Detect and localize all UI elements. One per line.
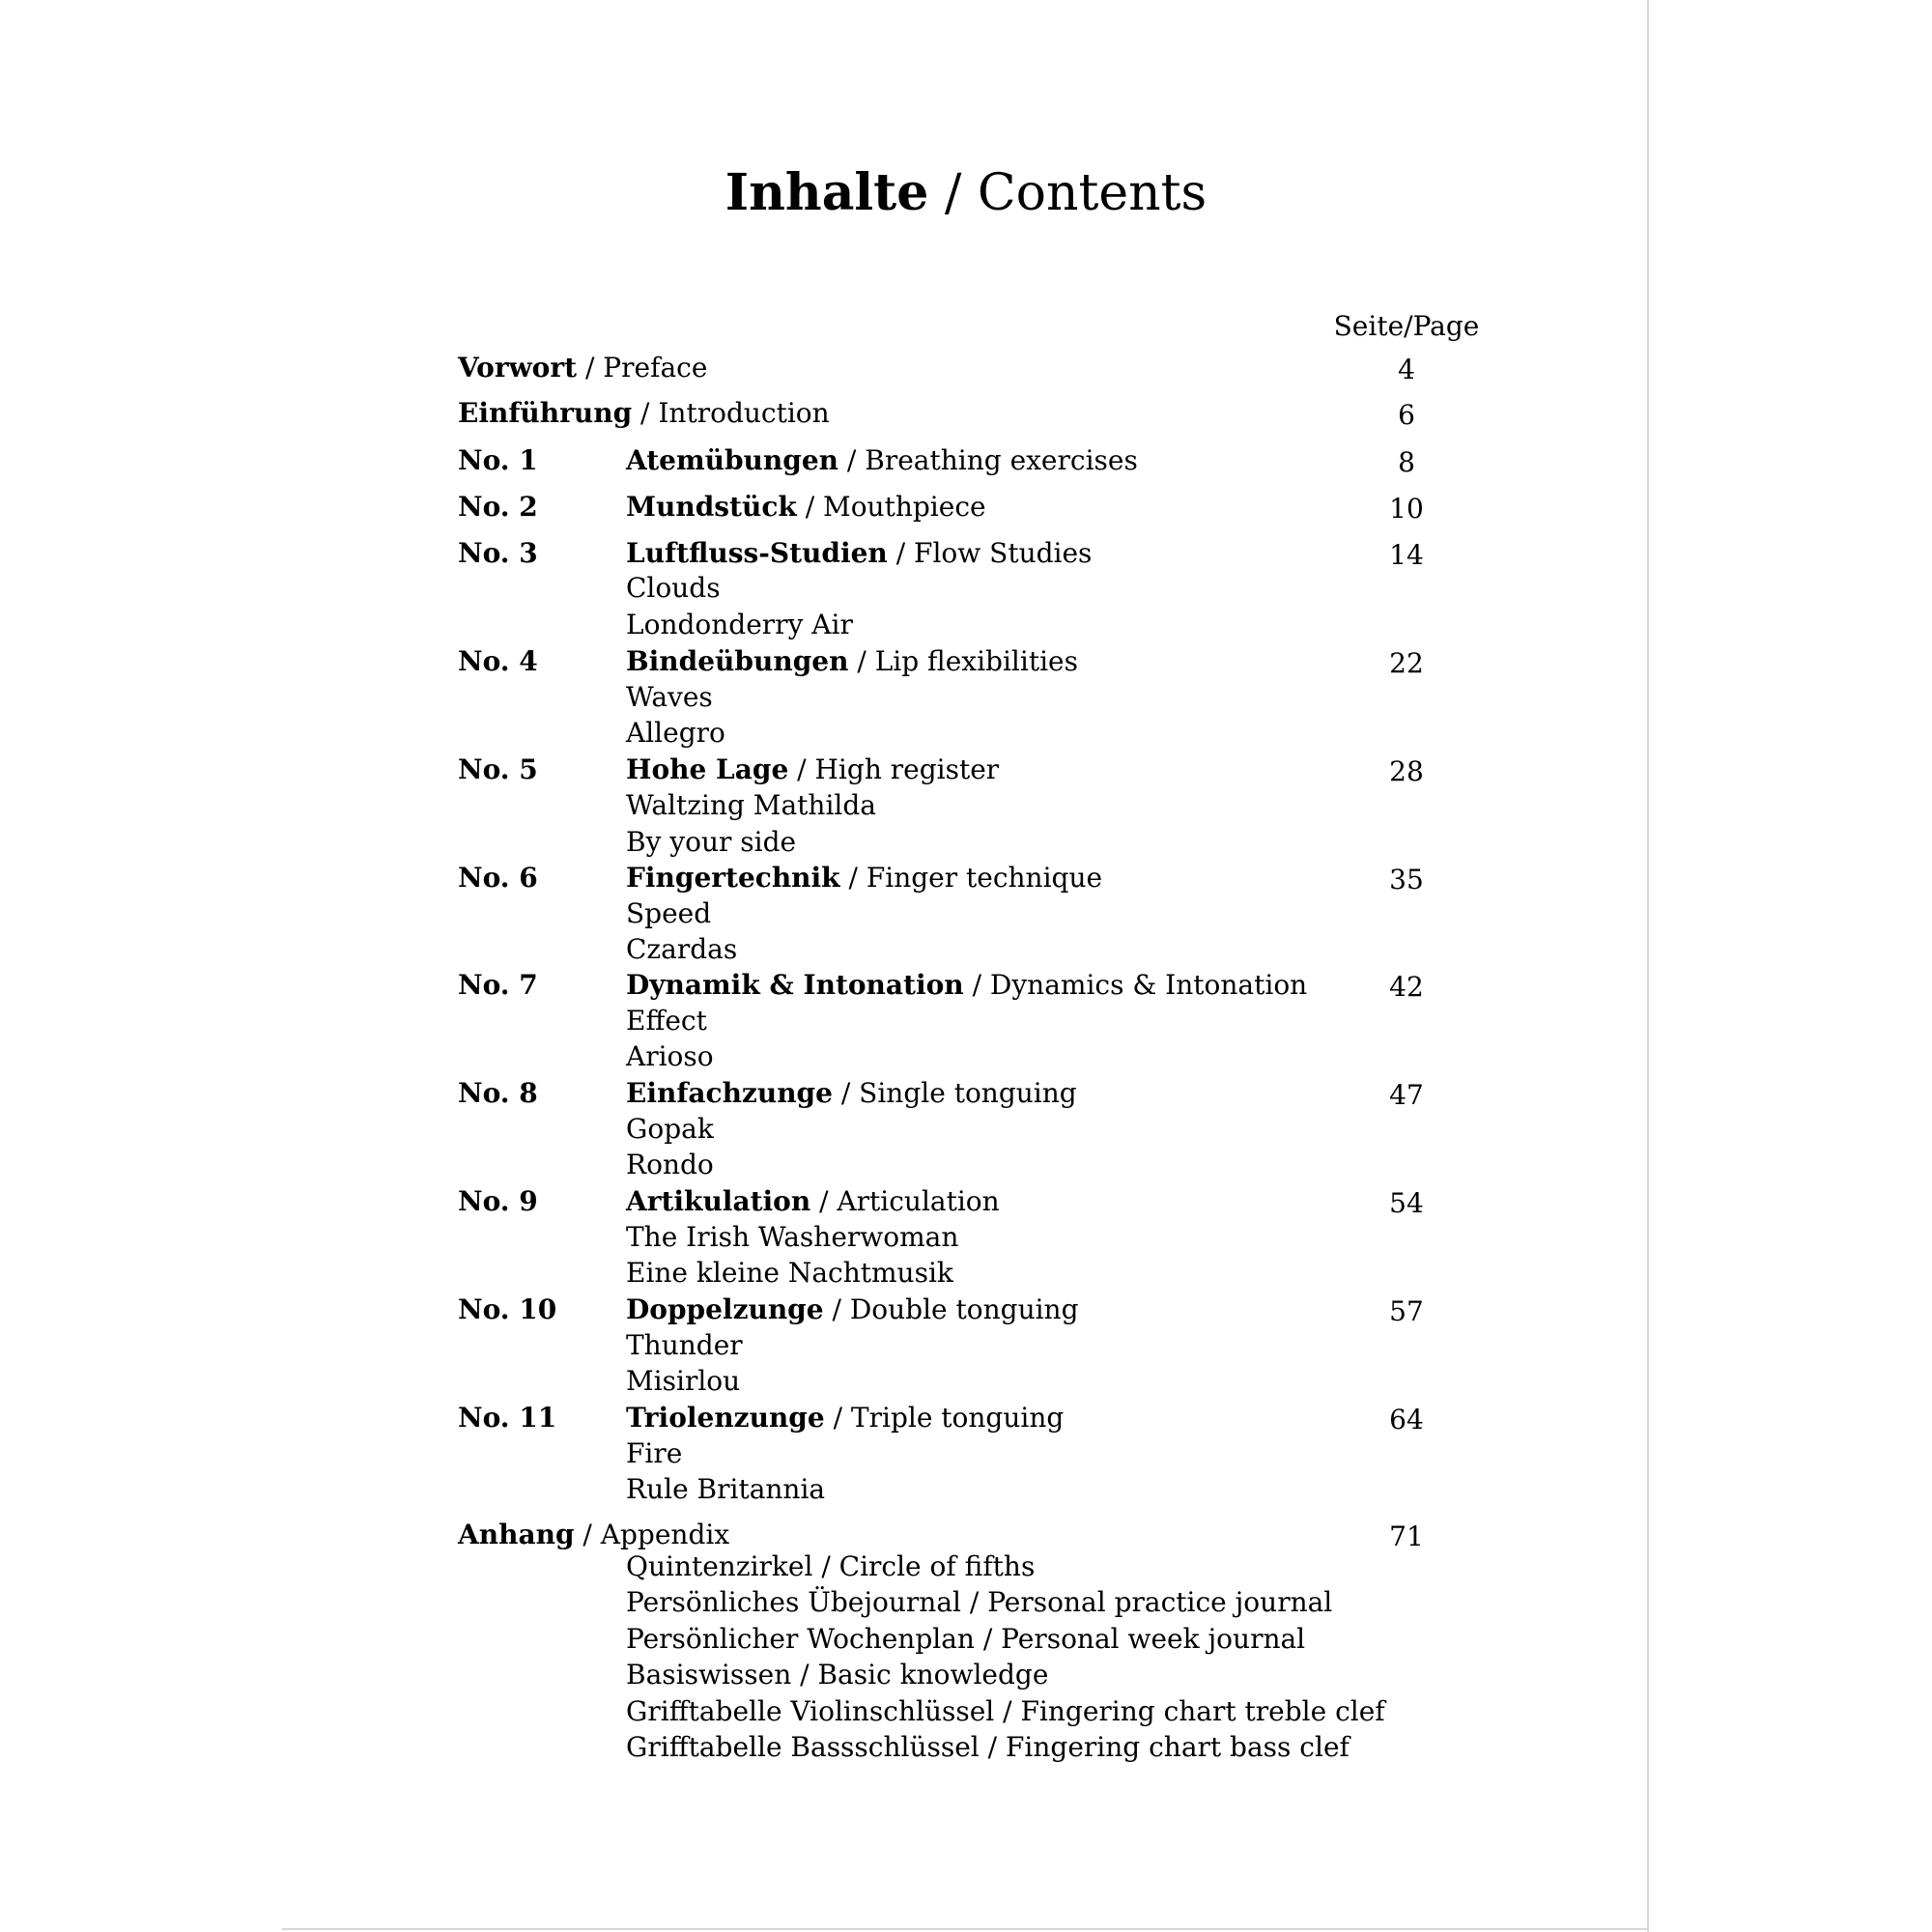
toc-title-german: Hohe Lage [626, 753, 789, 785]
toc-subentry-row [0, 1327, 1932, 1364]
toc-subentry-title: Quintenzirkel / Circle of fifths [626, 1550, 1036, 1582]
toc-chapter-row [0, 1400, 1932, 1436]
toc-chapter-title [626, 860, 1102, 896]
toc-subentry-row [0, 679, 1932, 716]
toc-subentry-title: Grifftabelle Violinschlüssel / Fingering chart treble clef [626, 1695, 1385, 1727]
toc-subentry-row [0, 787, 1932, 824]
toc-chapter-title [626, 1400, 1064, 1436]
toc-title-english: Triple tonguing [850, 1402, 1065, 1434]
toc-title-german: Bindeübungen [626, 645, 849, 677]
toc-page-number: 10 [1389, 493, 1424, 525]
toc-title-separator: / [887, 537, 915, 569]
toc-chapter-title [626, 535, 1092, 572]
toc-subentry-row [0, 1255, 1932, 1292]
toc-chapter-row [0, 489, 1932, 526]
toc-page-number: 22 [1389, 647, 1424, 679]
toc-title-english: High register [814, 753, 1000, 785]
toc-title-german: Luftfluss-Studien [626, 537, 888, 569]
toc-title-german: Einführung [458, 397, 633, 429]
toc-chapter-title [626, 1183, 1000, 1220]
toc-chapter-row [0, 535, 1932, 572]
toc-chapter-number: No. 9 [458, 1185, 538, 1217]
toc-chapter-title [626, 442, 1138, 479]
toc-title-german: Vorwort [458, 352, 578, 384]
toc-title-english: Lip flexibilities [874, 645, 1078, 677]
toc-chapter-row [0, 1183, 1932, 1220]
toc-page-number: 14 [1389, 539, 1424, 571]
toc-title-german: Doppelzunge [626, 1293, 824, 1325]
toc-title-separator: / [963, 969, 990, 1001]
toc-subentry-title: Czardas [626, 933, 738, 965]
toc-chapter-number: No. 8 [458, 1077, 538, 1109]
toc-chapter-row [0, 643, 1932, 680]
toc-subentry-row [0, 1363, 1932, 1400]
toc-subentry-row [0, 607, 1932, 643]
toc-title-english: Articulation [837, 1185, 1000, 1217]
toc-page-number: 57 [1389, 1295, 1424, 1327]
toc-title-german: Artikulation [626, 1185, 811, 1217]
toc-page-number: 47 [1389, 1079, 1424, 1111]
toc-chapter-title [626, 967, 1307, 1004]
toc-title-separator: / [810, 1185, 838, 1217]
toc-title-separator: / [848, 645, 875, 677]
toc-subentry-title: Persönliches Übejournal / Personal practice journal [626, 1586, 1333, 1618]
toc-subentry-title: Waves [626, 681, 713, 713]
toc-title-separator: / [577, 352, 604, 384]
toc-chapter-title [626, 1292, 1079, 1328]
toc-subentry-title: Eine kleine Nachtmusik [626, 1257, 953, 1289]
toc-subentry-row [0, 931, 1932, 968]
toc-subentry-title: Misirlou [626, 1365, 741, 1397]
toc-title-english: Double tonguing [849, 1293, 1079, 1325]
toc-subentry-row [0, 895, 1932, 932]
toc-title-separator: / [823, 1293, 850, 1325]
toc-chapter-row [0, 1075, 1932, 1112]
toc-subentry-title: Thunder [626, 1329, 743, 1361]
toc-chapter-number: No. 3 [458, 537, 538, 569]
toc-section-title [458, 395, 830, 432]
toc-chapter-title [626, 489, 986, 526]
toc-subentry-row [0, 1548, 1932, 1585]
toc-title-english: Breathing exercises [865, 444, 1138, 476]
toc-title-separator: / [838, 444, 866, 476]
toc-page-number: 28 [1389, 755, 1424, 787]
toc-subentry-title: Fire [626, 1437, 683, 1469]
toc-subentry-title: Persönlicher Wochenplan / Personal week journal [626, 1623, 1306, 1655]
toc-page-number: 6 [1398, 399, 1415, 431]
toc-title-english: Finger technique [866, 862, 1103, 894]
toc-page-number: 64 [1389, 1404, 1424, 1435]
toc-subentry-row [0, 1435, 1932, 1472]
toc-page-number: 4 [1398, 354, 1415, 385]
toc-title-separator: / [788, 753, 815, 785]
toc-page-number: 42 [1389, 971, 1424, 1003]
toc-chapter-number: No. 2 [458, 491, 538, 523]
toc-title-separator: / [796, 491, 824, 523]
toc-title-english: Flow Studies [914, 537, 1093, 569]
toc-chapter-number: No. 4 [458, 645, 538, 677]
toc-subentry-row [0, 1219, 1932, 1256]
toc-subentry-title: Allegro [626, 717, 725, 749]
title-german: Inhalte [724, 163, 929, 222]
toc-chapter-number: No. 10 [458, 1293, 557, 1325]
toc-chapter-row [0, 752, 1932, 788]
toc-subentry-title: Speed [626, 897, 712, 929]
toc-title-english: Dynamics & Intonation [989, 969, 1308, 1001]
toc-subentry-row [0, 1471, 1932, 1508]
toc-title-german: Atemübungen [626, 444, 839, 476]
toc-subentry-title: The Irish Washerwoman [626, 1221, 959, 1253]
toc-title-german: Einfachzunge [626, 1077, 833, 1109]
toc-chapter-number: No. 11 [458, 1402, 557, 1434]
toc-title-separator: / [824, 1402, 851, 1434]
toc-subentry-row [0, 570, 1932, 607]
toc-chapter-row [0, 967, 1932, 1004]
toc-page-number: 35 [1389, 864, 1424, 895]
toc-subentry-title: Rondo [626, 1149, 714, 1180]
page-column-header: Seite/Page [1333, 310, 1480, 342]
toc-chapter-number: No. 5 [458, 753, 538, 785]
toc-subentry-title: Basiswissen / Basic knowledge [626, 1659, 1049, 1690]
toc-title-german: Triolenzunge [626, 1402, 825, 1434]
toc-page-number: 71 [1389, 1520, 1424, 1552]
toc-subentry-title: Gopak [626, 1113, 714, 1145]
toc-section-row [0, 350, 1932, 386]
title-separator: / [928, 164, 978, 222]
toc-chapter-number: No. 7 [458, 969, 538, 1001]
toc-title-english: Preface [603, 352, 708, 384]
toc-subentry-title: Arioso [626, 1040, 714, 1072]
toc-chapter-row [0, 860, 1932, 896]
toc-title-german: Anhang [458, 1519, 575, 1550]
toc-title-separator: / [839, 862, 867, 894]
toc-title-german: Dynamik & Intonation [626, 969, 964, 1001]
toc-title-english: Introduction [658, 397, 830, 429]
page-title [0, 159, 1932, 227]
toc-subentry-title: Grifftabelle Bassschlüssel / Fingering chart bass clef [626, 1731, 1350, 1763]
toc-subentry-row [0, 1147, 1932, 1183]
toc-title-german: Fingertechnik [626, 862, 840, 894]
toc-title-separator: / [574, 1519, 601, 1550]
toc-subentry-title: Rule Britannia [626, 1473, 826, 1505]
toc-chapter-number: No. 1 [458, 444, 538, 476]
toc-chapter-row [0, 1292, 1932, 1328]
toc-subentry-row [0, 1693, 1932, 1730]
toc-chapter-title [626, 1075, 1077, 1112]
toc-chapter-number: No. 6 [458, 862, 538, 894]
toc-title-separator: / [632, 397, 659, 429]
toc-subentry-title: By your side [626, 826, 797, 858]
toc-title-english: Single tonguing [859, 1077, 1077, 1109]
page-edge-bottom [282, 1928, 1649, 1930]
toc-chapter-title [626, 752, 999, 788]
toc-title-german: Mundstück [626, 491, 797, 523]
toc-subentry-row [0, 1657, 1932, 1693]
toc-subentry-row [0, 824, 1932, 861]
title-english: Contents [977, 164, 1208, 222]
toc-title-separator: / [832, 1077, 860, 1109]
toc-subentry-row [0, 1729, 1932, 1766]
toc-chapter-title [626, 643, 1078, 680]
toc-page-number: 8 [1398, 446, 1415, 478]
toc-subentry-row [0, 1111, 1932, 1148]
toc-title-english: Appendix [600, 1519, 730, 1550]
toc-subentry-title: Londonderry Air [626, 609, 853, 640]
toc-title-english: Mouthpiece [823, 491, 986, 523]
toc-section-row [0, 395, 1932, 432]
toc-subentry-title: Effect [626, 1005, 707, 1037]
toc-subentry-title: Clouds [626, 572, 721, 604]
toc-subentry-row [0, 1621, 1932, 1658]
toc-section-title [458, 350, 707, 386]
toc-chapter-row [0, 442, 1932, 479]
toc-subentry-row [0, 1584, 1932, 1621]
toc-subentry-row [0, 1038, 1932, 1075]
toc-page-number: 54 [1389, 1187, 1424, 1219]
toc-subentry-row [0, 715, 1932, 752]
toc-subentry-title: Waltzing Mathilda [626, 789, 876, 821]
toc-subentry-row [0, 1003, 1932, 1039]
